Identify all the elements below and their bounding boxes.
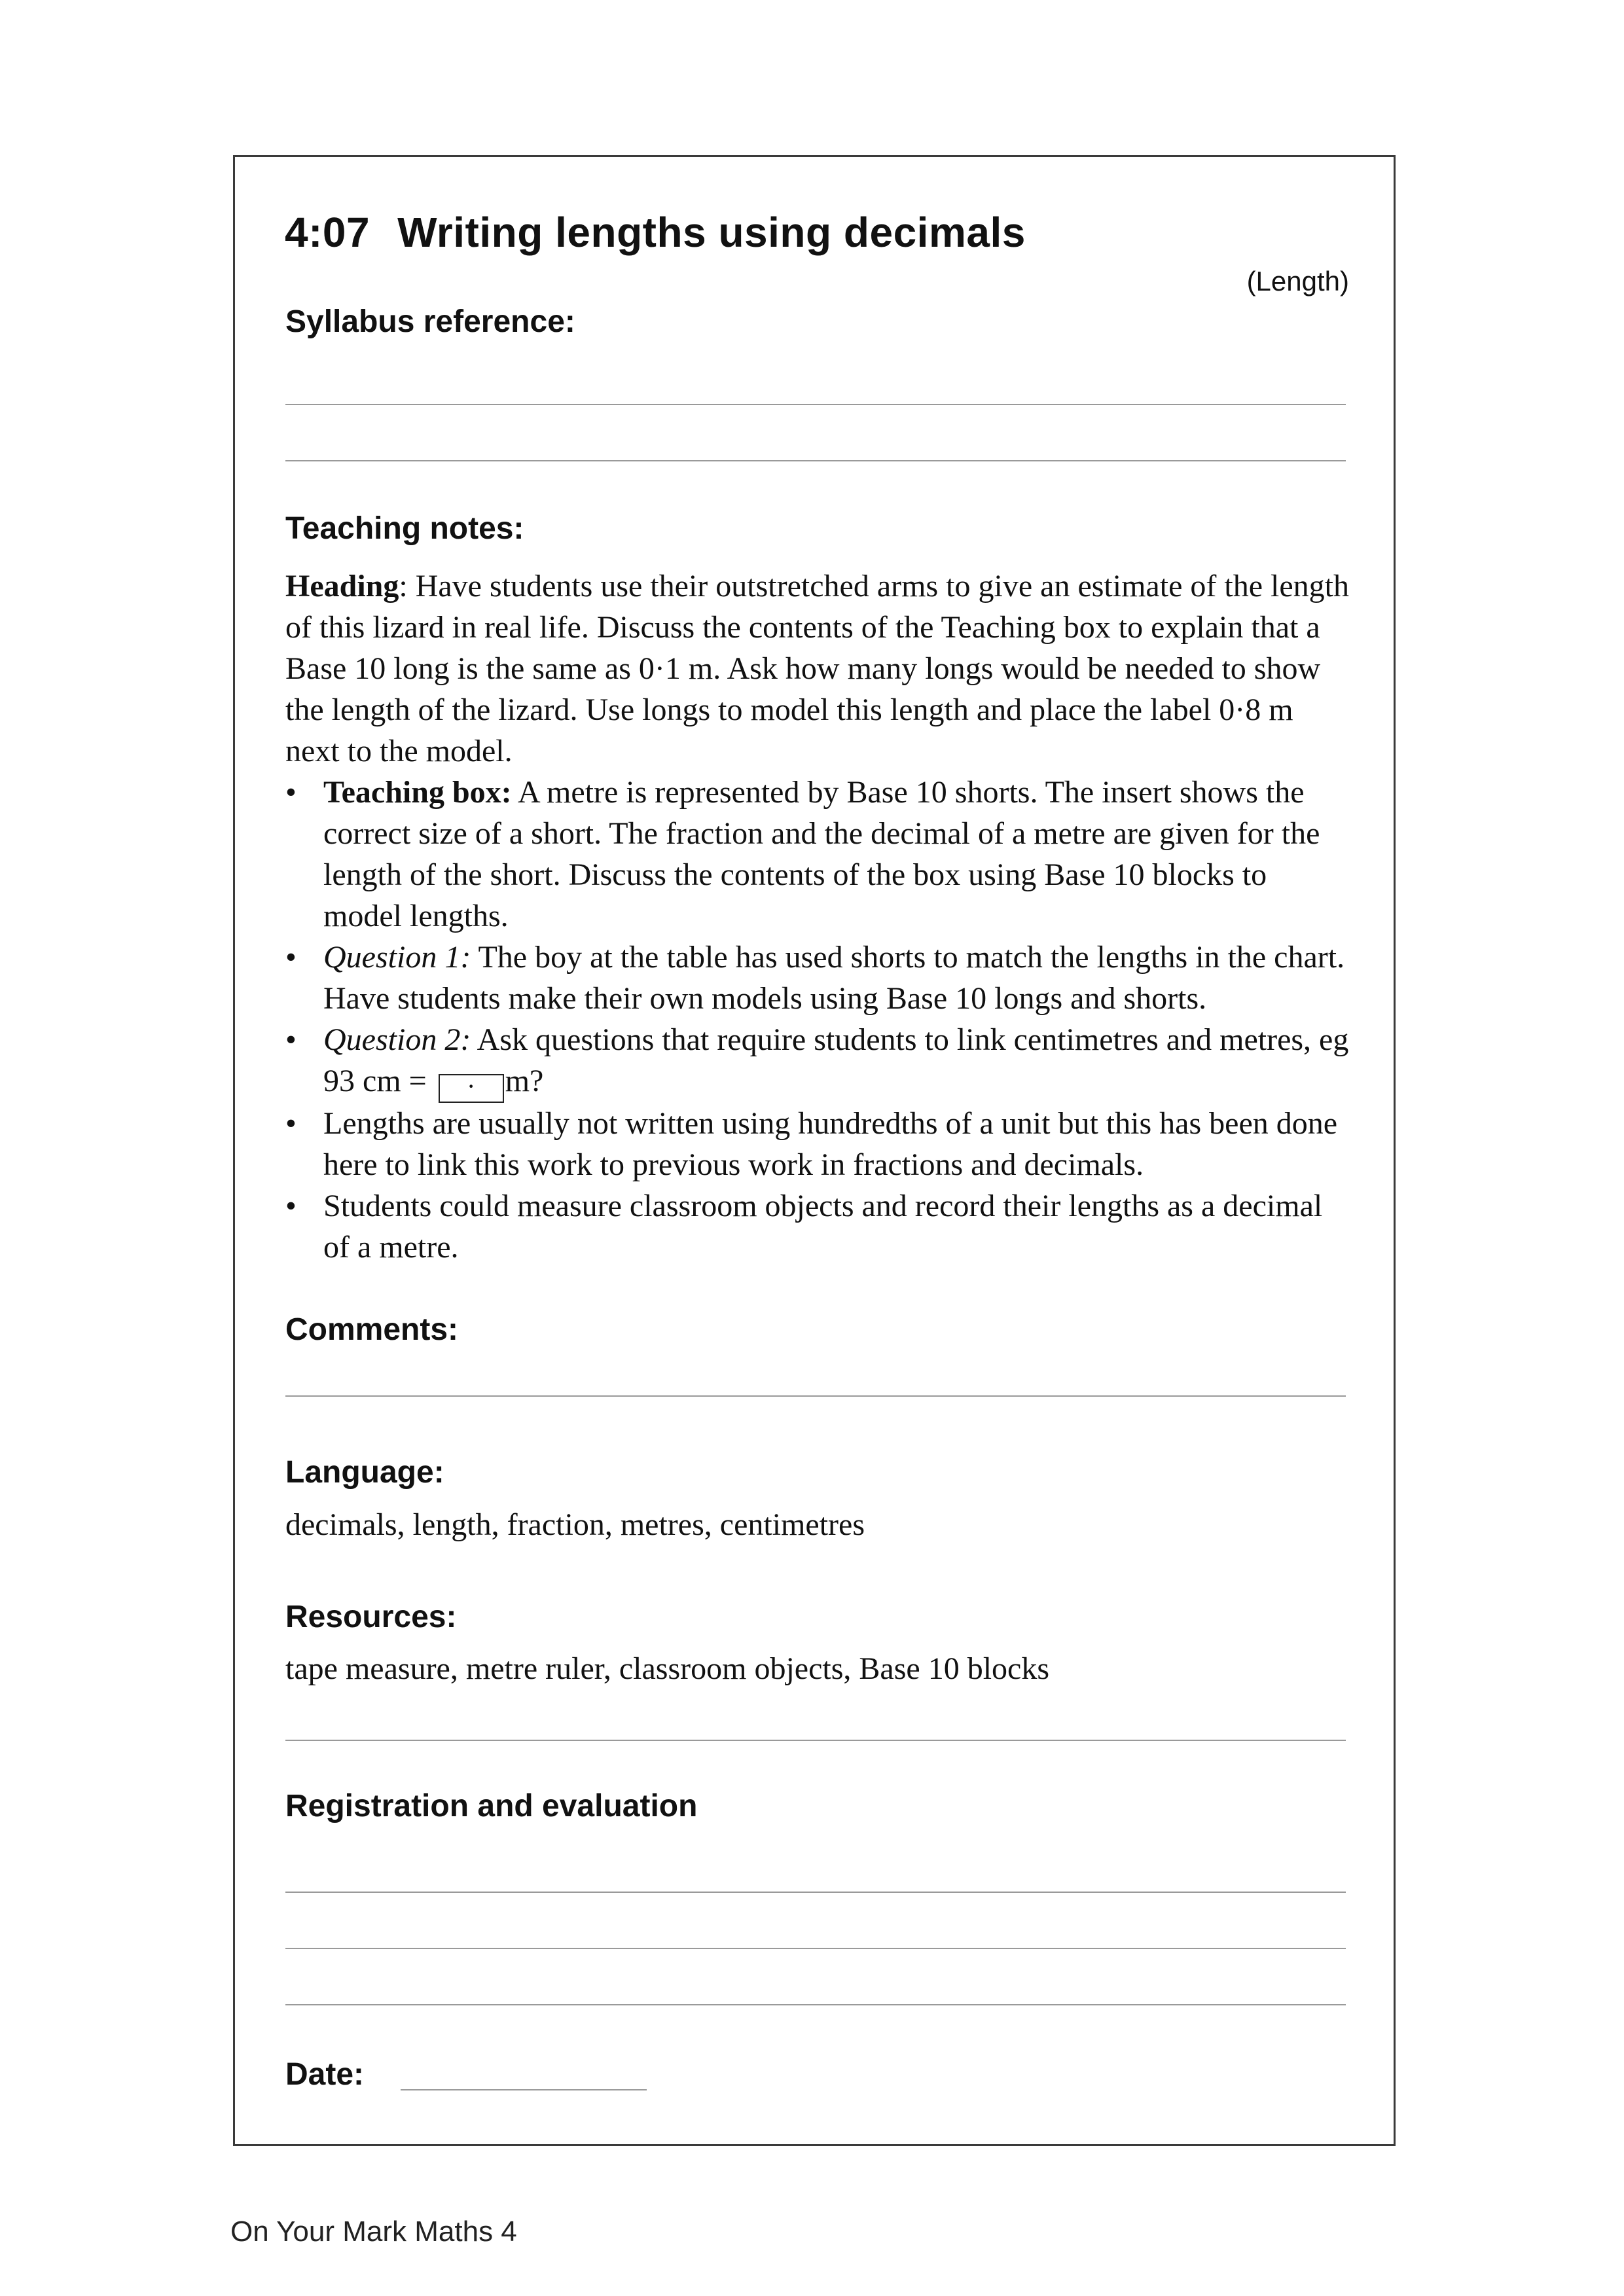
list-item-text: A metre is represented by Base 10 shorts. The insert shows the correct size of a short. The fraction and the decimal of a metre are given for the length of the short. Discuss the contents of the box using Base 10 blocks to model lengths. — [323, 775, 1320, 933]
list-item — [285, 937, 1352, 1019]
list-item — [285, 1103, 1352, 1185]
list-item — [285, 1185, 1352, 1268]
list-item-label: Question 2: — [323, 1022, 471, 1057]
strand-label: (Length) — [1246, 266, 1349, 296]
bullet-icon: • — [285, 775, 297, 810]
list-item — [285, 772, 1352, 937]
list-item-text: The boy at the table has used shorts to match the lengths in the chart. Have students make their own models using Base 10 longs and shorts. — [323, 940, 1345, 1016]
registration-line-3[interactable] — [285, 2004, 1346, 2005]
language-text: decimals, length, fraction, metres, centimetres — [285, 1507, 865, 1542]
language-heading: Language: — [285, 1455, 444, 1490]
bullet-icon: • — [285, 1189, 297, 1223]
registration-heading: Registration and evaluation — [285, 1789, 698, 1823]
page-title — [285, 208, 1026, 257]
date-line[interactable] — [401, 2089, 647, 2090]
bullet-icon: • — [285, 1022, 297, 1057]
resources-line[interactable] — [285, 1740, 1346, 1741]
list-item-text: Lengths are usually not written using hundredths of a unit but this has been done here to link this work to previous work in fractions and decimals. — [323, 1106, 1338, 1182]
resources-text: tape measure, metre ruler, classroom objects, Base 10 blocks — [285, 1651, 1050, 1686]
registration-line-2[interactable] — [285, 1948, 1346, 1949]
date-heading: Date: — [285, 2057, 365, 2092]
lesson-number: 4:07 — [285, 209, 370, 256]
registration-line-1[interactable] — [285, 1892, 1346, 1893]
syllabus-heading: Syllabus reference: — [285, 304, 575, 339]
answer-box: · — [439, 1074, 504, 1103]
heading-note — [285, 565, 1352, 772]
list-item-label: Question 1: — [323, 940, 471, 975]
comments-line[interactable] — [285, 1395, 1346, 1397]
list-item-text: Students could measure classroom objects and record their lengths as a decimal of a metre. — [323, 1189, 1323, 1265]
syllabus-line-2[interactable] — [285, 460, 1346, 461]
list-item-text-after: m? — [505, 1064, 544, 1098]
heading-note-text: : Have students use their outstretched arms to give an estimate of the length of this lizard in real life. Discuss the contents of the Teaching box to explain that a Base 10 long is the same as 0·1 m. Ask how many longs would be needed to show the length of the lizard. Use longs to model this length and place the label 0·8 m next to the model. — [285, 569, 1349, 768]
syllabus-line-1[interactable] — [285, 404, 1346, 405]
list-item — [285, 1019, 1352, 1103]
lesson-title: Writing lengths using decimals — [397, 209, 1026, 256]
footer-text: On Your Mark Maths 4 — [230, 2215, 517, 2248]
bullet-icon: • — [285, 940, 297, 975]
heading-note-label: Heading — [285, 569, 399, 603]
list-item-text: Ask questions that require students to link centimetres and metres, eg 93 cm = — [323, 1022, 1349, 1098]
list-item-label: Teaching box: — [323, 775, 512, 810]
bullet-icon: • — [285, 1106, 297, 1141]
teaching-notes-list — [285, 772, 1352, 1268]
teaching-notes-heading: Teaching notes: — [285, 511, 524, 546]
teaching-notes-body — [285, 565, 1352, 1268]
resources-heading: Resources: — [285, 1600, 457, 1634]
comments-heading: Comments: — [285, 1312, 459, 1347]
